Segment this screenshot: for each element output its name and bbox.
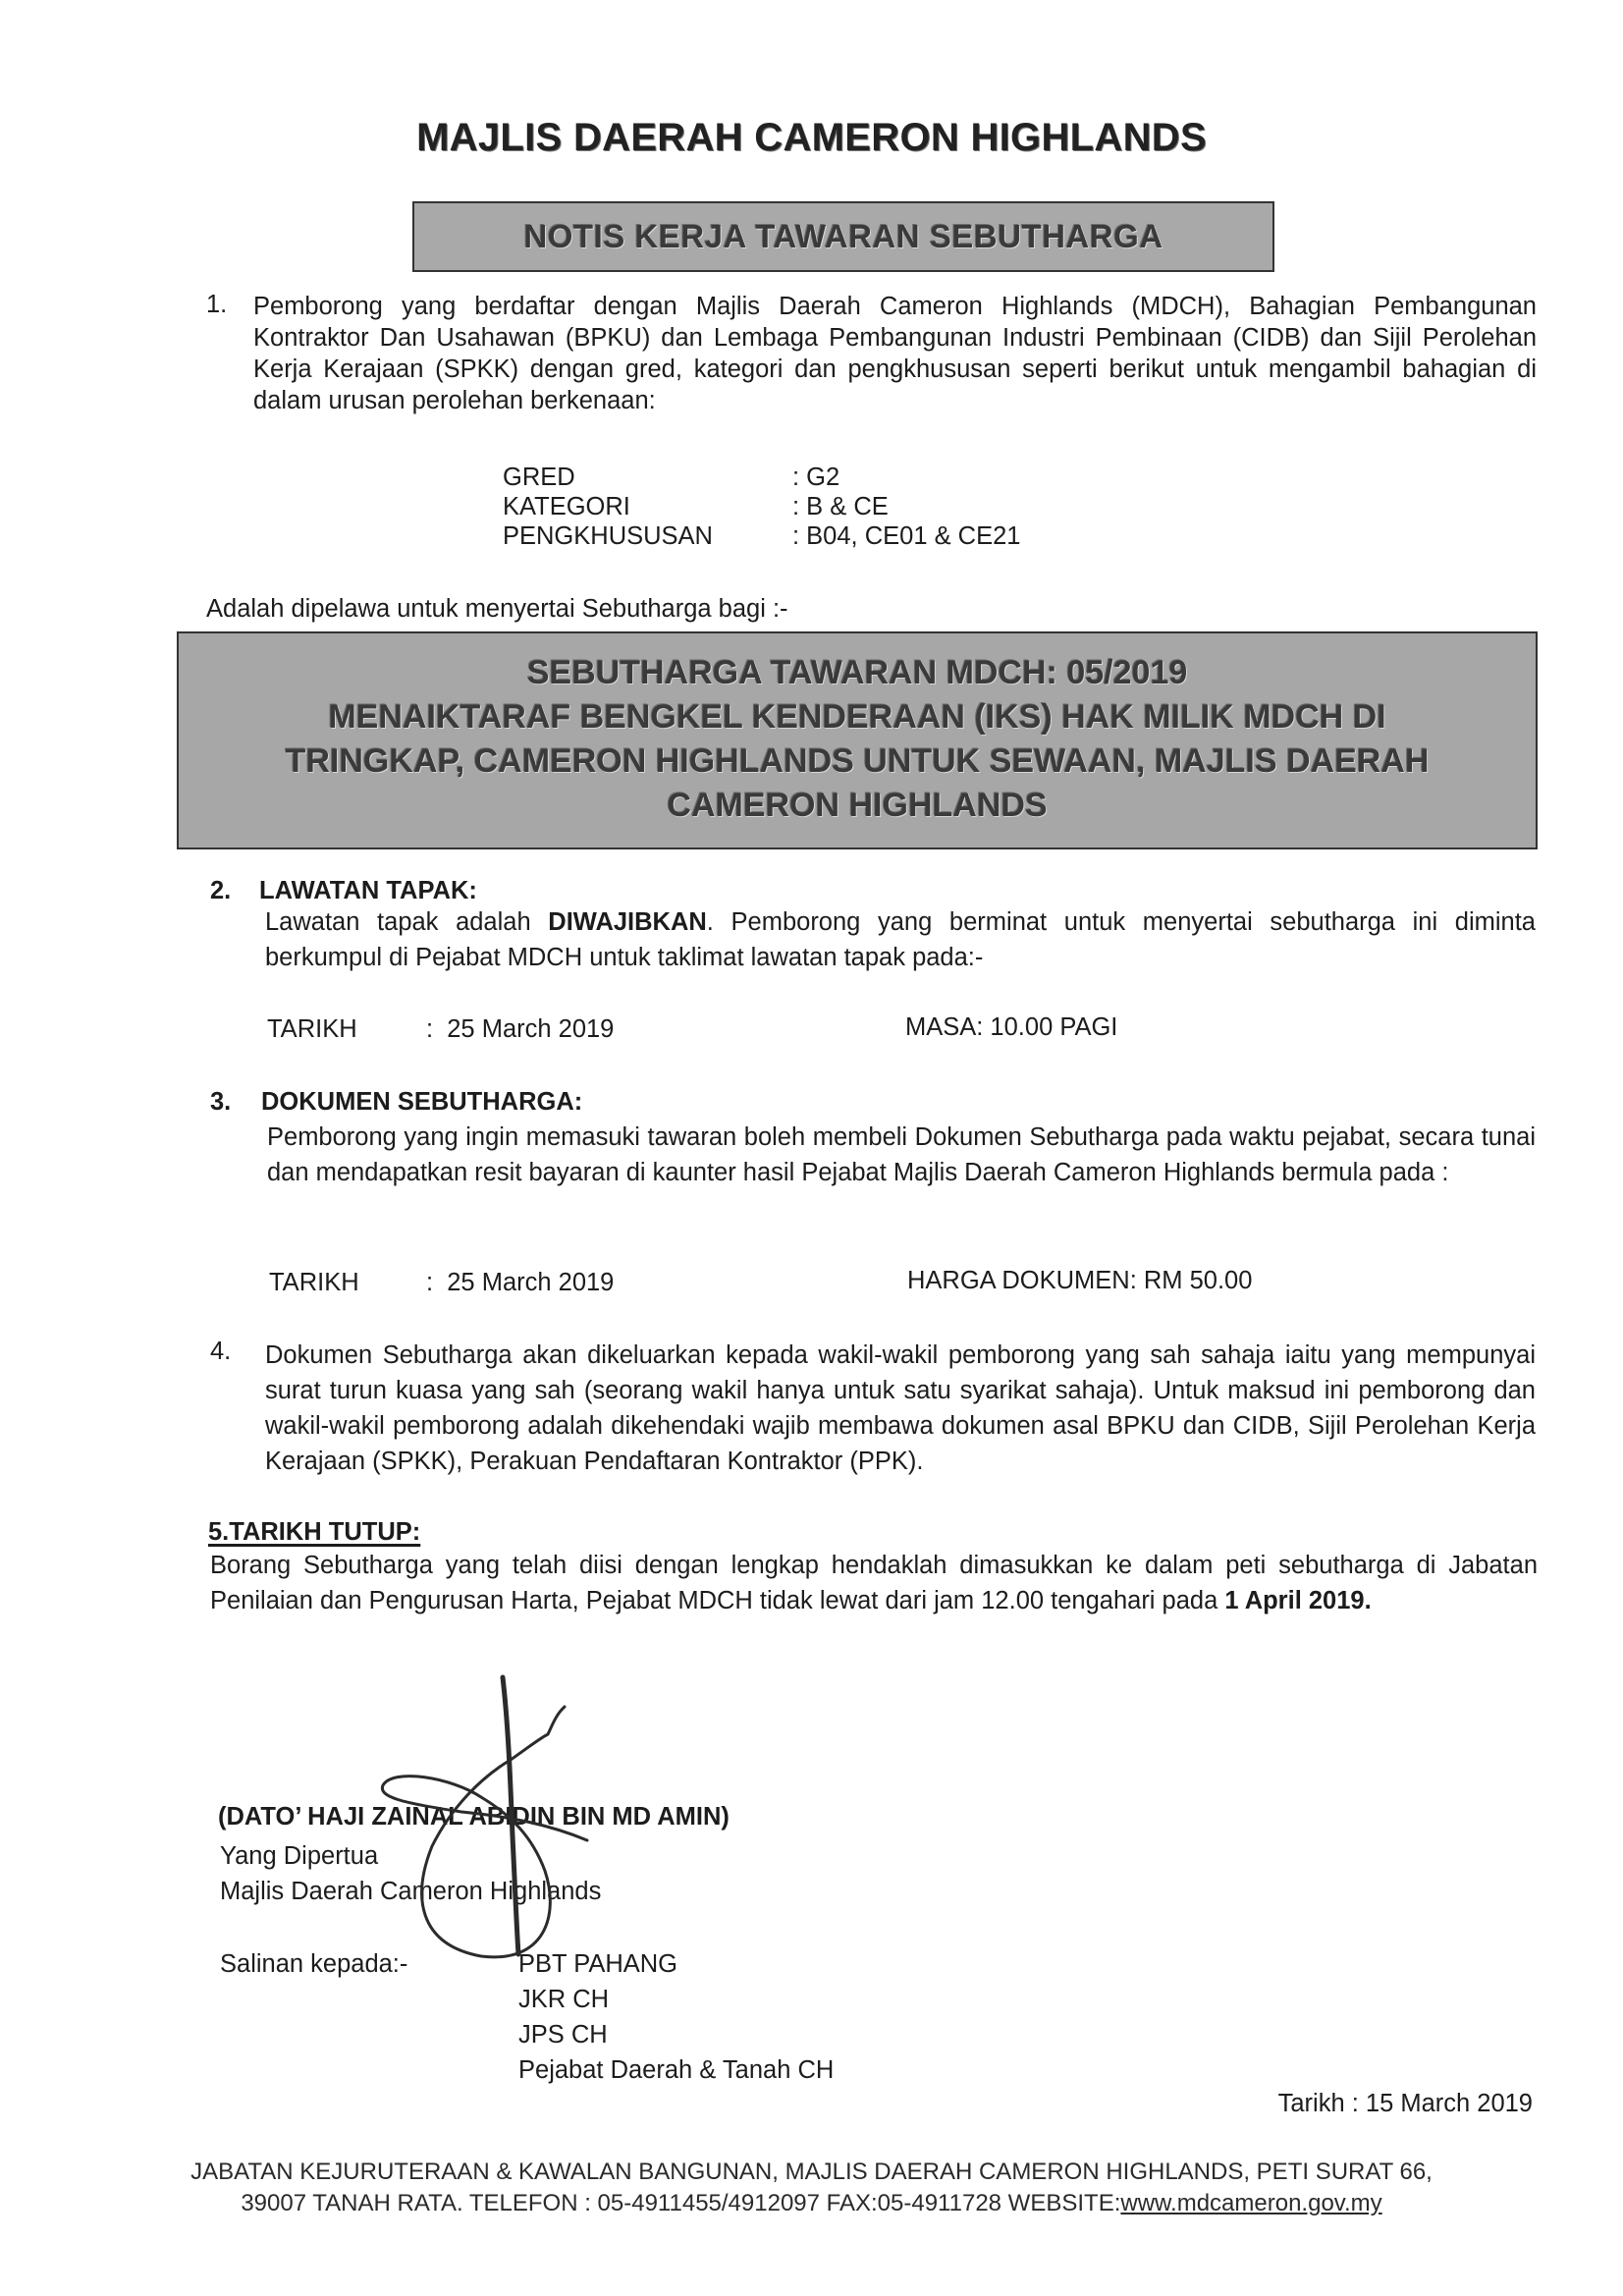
- invitation-text: Adalah dipelawa untuk menyertai Sebutharga bagi :-: [206, 595, 788, 623]
- requirement-value: : B & CE: [792, 493, 889, 520]
- footer-line-2: [0, 2188, 1623, 2219]
- tender-title-line: MENAIKTARAF BENGKEL KENDERAAN (IKS) HAK MILIK MDCH DI: [328, 698, 1386, 736]
- tender-title-line: TRINGKAP, CAMERON HIGHLANDS UNTUK SEWAAN, MAJLIS DAERAH: [285, 742, 1430, 780]
- signatory-organization: Majlis Daerah Cameron Highlands: [220, 1878, 602, 1905]
- section-3-heading: DOKUMEN SEBUTHARGA:: [261, 1088, 583, 1116]
- signatory-name: (DATO’ HAJI ZAINAL ABIDIN BIN MD AMIN): [218, 1803, 730, 1831]
- section-2-text-end: . Pemborong yang berminat untuk menyertai sebutharga ini diminta berkumpul di Pejabat MDCH untuk taklimat lawatan tapak pada:-: [265, 908, 1536, 971]
- section-2-heading: LAWATAN TAPAK:: [259, 877, 477, 904]
- section-5-text: [210, 1548, 1538, 1618]
- copy-recipient: JKR CH: [518, 1986, 610, 2013]
- section-2-text-start: Lawatan tapak adalah: [265, 908, 549, 936]
- notice-banner: [412, 201, 1274, 272]
- requirement-value: : B04, CE01 & CE21: [792, 522, 1021, 550]
- section-3-number: 3.: [210, 1088, 232, 1116]
- website-link[interactable]: www.mdcameron.gov.my: [1120, 2190, 1382, 2216]
- requirement-label: PENGKHUSUSAN: [503, 522, 713, 550]
- document-title: MAJLIS DAERAH CAMERON HIGHLANDS: [416, 116, 1207, 159]
- section-2-text: [265, 904, 1536, 975]
- document-sale-date-label: TARIKH: [269, 1269, 359, 1296]
- footer-line-1: JABATAN KEJURUTERAAN & KAWALAN BANGUNAN, MAJLIS DAERAH CAMERON HIGHLANDS, PETI SURAT 66,: [190, 2159, 1433, 2185]
- copy-recipient: PBT PAHANG: [518, 1950, 678, 1978]
- requirement-label: KATEGORI: [503, 493, 630, 520]
- document-sale-date-value: : 25 March 2019: [426, 1269, 615, 1296]
- site-visit-date-label: TARIKH: [267, 1015, 357, 1043]
- mandatory-label: DIWAJIBKAN: [548, 908, 707, 936]
- copies-label: Salinan kepada:-: [220, 1950, 408, 1978]
- section-1-number: 1.: [206, 291, 228, 318]
- footer-address: [0, 2157, 1623, 2219]
- section-4-number: 4.: [210, 1338, 232, 1365]
- document-price: HARGA DOKUMEN: RM 50.00: [907, 1267, 1253, 1294]
- closing-date: 1 April 2019.: [1224, 1587, 1372, 1614]
- tender-title-line: CAMERON HIGHLANDS: [667, 787, 1048, 824]
- section-2-number: 2.: [210, 877, 232, 904]
- section-5-heading: 5.TARIKH TUTUP:: [208, 1518, 421, 1546]
- section-3-text: Pemborong yang ingin memasuki tawaran boleh membeli Dokumen Sebutharga pada waktu pejabat, secara tunai dan mendapatkan resit bayaran di kaunter hasil Pejabat Majlis Daerah Cameron Highlands bermula pada :: [267, 1123, 1536, 1186]
- site-visit-time: MASA: 10.00 PAGI: [905, 1013, 1118, 1041]
- section-5-text-start: Borang Sebutharga yang telah diisi dengan lengkap hendaklah dimasukkan ke dalam peti sebutharga di Jabatan Penilaian dan Pengurusan Harta, Pejabat MDCH tidak lewat dari jam 12.00 tengahari pada: [210, 1552, 1538, 1614]
- notice-label: NOTIS KERJA TAWARAN SEBUTHARGA: [523, 218, 1163, 254]
- tender-banner: [177, 631, 1538, 849]
- copy-recipient: Pejabat Daerah & Tanah CH: [518, 2056, 835, 2084]
- signatory-position: Yang Dipertua: [220, 1842, 379, 1870]
- document-date: Tarikh : 15 March 2019: [1277, 2090, 1533, 2117]
- tender-reference: SEBUTHARGA TAWARAN MDCH: 05/2019: [526, 654, 1188, 691]
- footer-contact: 39007 TANAH RATA. TELEFON : 05-4911455/4912097 FAX:05-4911728 WEBSITE:: [241, 2190, 1121, 2216]
- copy-recipient: JPS CH: [518, 2021, 608, 2049]
- section-4-text: Dokumen Sebutharga akan dikeluarkan kepada wakil-wakil pemborong yang sah sahaja iaitu yang mempunyai surat turun kuasa yang sah (seorang wakil hanya untuk satu syarikat sahaja). Untuk maksud ini pemborong dan wakil-wakil pemborong adalah dikehendaki wajib membawa dokumen asal BPKU dan CIDB, Sijil Perolehan Kerja Kerajaan (SPKK), Perakuan Pendaftaran Kontraktor (PPK).: [265, 1341, 1536, 1475]
- signature-stroke: [382, 1707, 587, 1957]
- section-1-text: Pemborong yang berdaftar dengan Majlis Daerah Cameron Highlands (MDCH), Bahagian Pembangunan Kontraktor Dan Usahawan (BPKU) dan Lembaga Pembangunan Industri Pembinaan (CIDB) dan Sijil Perolehan Kerja Kerajaan (SPKK) dengan gred, kategori dan pengkhususan seperti berikut untuk mengambil bahagian di dalam urusan perolehan berkenaan:: [253, 293, 1537, 414]
- site-visit-date-value: : 25 March 2019: [426, 1015, 615, 1043]
- requirement-value: : G2: [792, 464, 840, 491]
- requirement-label: GRED: [503, 464, 575, 491]
